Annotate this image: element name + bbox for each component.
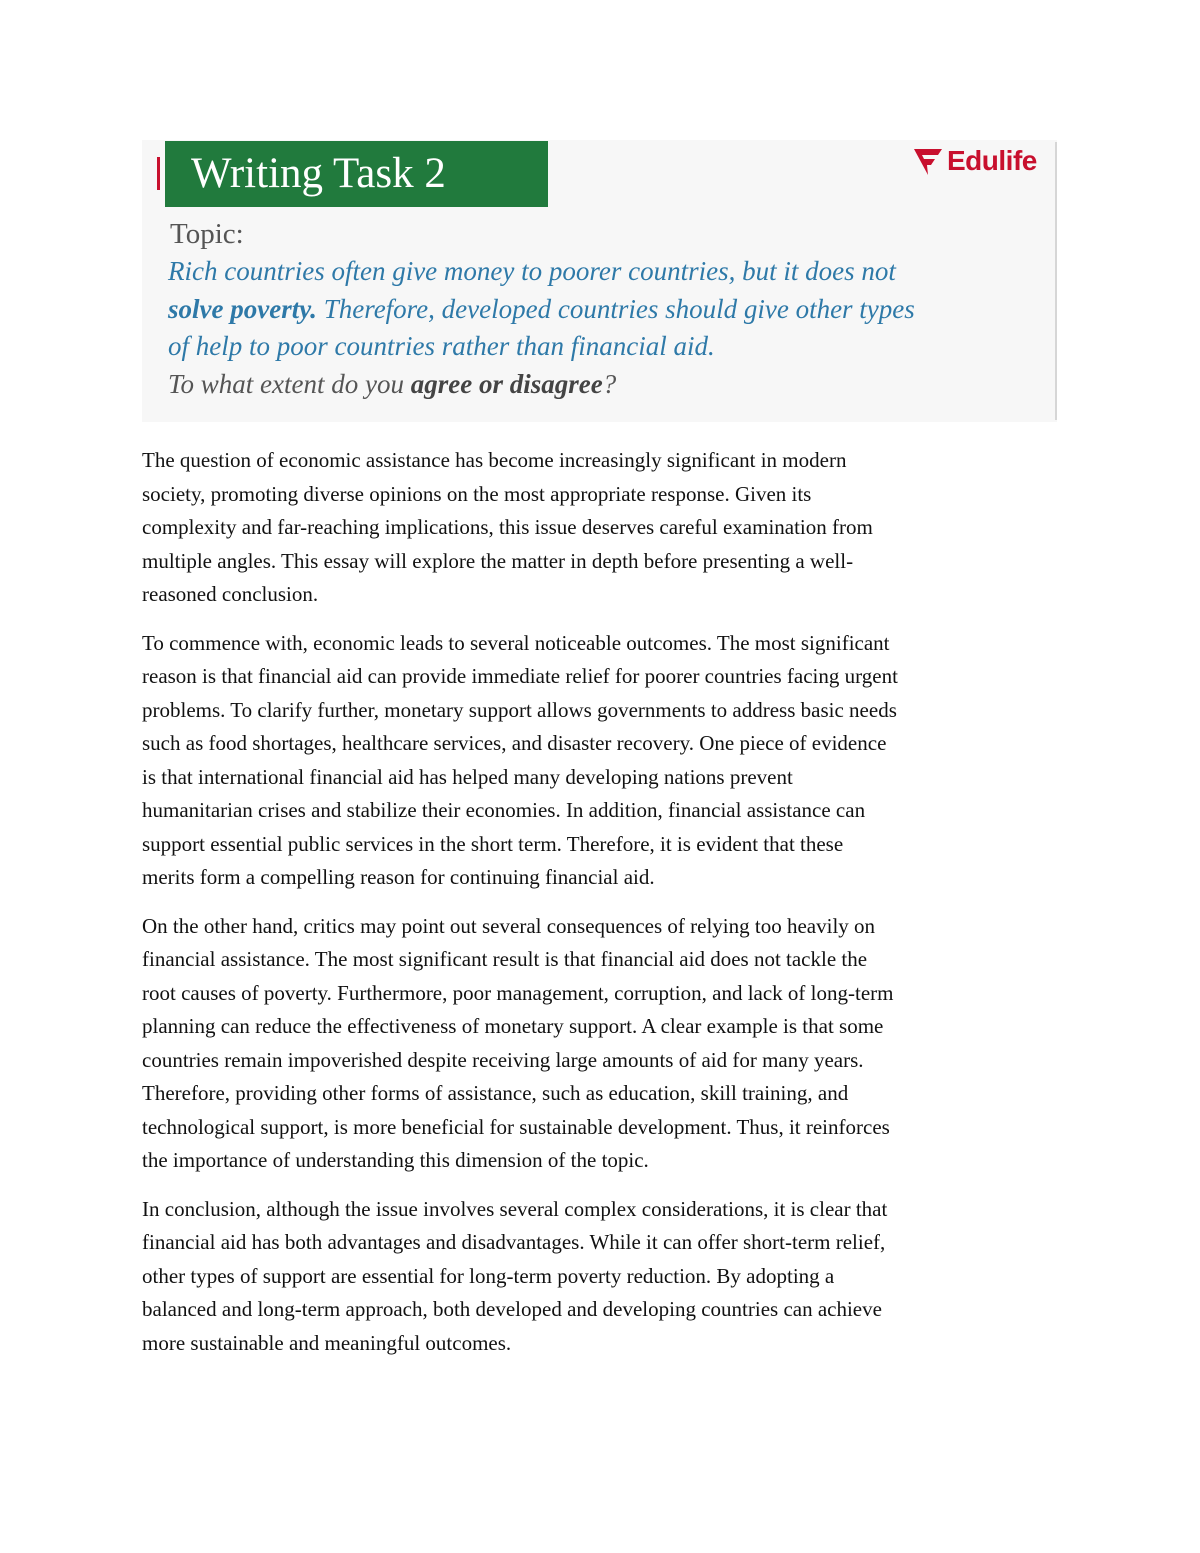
essay-line: balanced and long-term approach, both developed and developing countries can achieve: [142, 1297, 882, 1321]
essay-line: more sustainable and meaningful outcomes.: [142, 1330, 512, 1355]
topic-text: ?: [602, 368, 617, 399]
topic-prompt: [168, 253, 1048, 403]
essay-line: such as food shortages, healthcare services, and disaster recovery. One piece of evidence: [142, 731, 887, 755]
topic-text: Therefore, developed countries should give other types: [316, 293, 915, 324]
essay-line: root causes of poverty. Furthermore, poor management, corruption, and lack of long-term: [142, 980, 894, 1005]
essay-line: complexity and far-reaching implications, this issue deserves careful examination from: [142, 515, 873, 539]
topic-question: [168, 366, 1048, 404]
edulife-logo: [913, 145, 1037, 177]
essay-line: other types of support are essential for long-term poverty reduction. By adopting a: [142, 1263, 835, 1288]
topic-line: Rich countries often give money to poorer countries, but it does not: [168, 256, 896, 286]
essay-line: humanitarian crises and stabilize their economies. In addition, financial assistance can: [142, 798, 866, 822]
essay-line: reasoned conclusion.: [142, 582, 319, 606]
essay-paragraph-4: [142, 1193, 1072, 1361]
logo-text: Edulife: [947, 145, 1037, 176]
essay-line: countries remain impoverished despite receiving large amounts of aid for many years.: [142, 1047, 864, 1072]
essay-line: society, promoting diverse opinions on the most appropriate response. Given its: [142, 481, 812, 506]
topic-label: Topic:: [170, 218, 244, 250]
essay-line: On the other hand, critics may point out several consequences of relying too heavily on: [142, 913, 876, 938]
essay-line: technological support, is more beneficial for sustainable development. Thus, it reinforces: [142, 1114, 890, 1139]
topic-emphasis: agree or disagree: [410, 368, 603, 399]
panel-divider: [1055, 142, 1057, 420]
essay-body: [142, 444, 1072, 1375]
essay-line: Therefore, providing other forms of assistance, such as education, skill training, and: [142, 1081, 849, 1105]
essay-line: is that international financial aid has helped many developing nations prevent: [142, 764, 793, 789]
essay-line: support essential public services in the short term. Therefore, it is evident that these: [142, 831, 844, 856]
topic-text: To what extent do you: [168, 368, 411, 399]
essay-line: reason is that financial aid can provide immediate relief for poorer countries facing urgent: [142, 664, 898, 688]
essay-line: multiple angles. This essay will explore the matter in depth before presenting a well-: [142, 548, 854, 573]
essay-line: merits form a compelling reason for continuing financial aid.: [142, 865, 655, 889]
essay-line: financial aid has both advantages and disadvantages. While it can offer short-term relief,: [142, 1230, 886, 1254]
title-accent-mark: [157, 157, 160, 190]
essay-paragraph-1: [142, 444, 1072, 612]
essay-line: planning can reduce the effectiveness of monetary support. A clear example is that some: [142, 1014, 884, 1038]
page-title: Writing Task 2: [165, 141, 548, 207]
essay-line: The question of economic assistance has become increasingly significant in modern: [142, 448, 847, 472]
essay-line: the importance of understanding this dimension of the topic.: [142, 1148, 649, 1172]
essay-paragraph-2: [142, 627, 1072, 895]
topic-line: of help to poor countries rather than financial aid.: [168, 331, 715, 361]
topic-emphasis: solve poverty.: [168, 293, 317, 324]
essay-paragraph-3: [142, 910, 1072, 1178]
essay-line: To commence with, economic leads to several noticeable outcomes. The most significant: [142, 630, 890, 655]
essay-line: problems. To clarify further, monetary support allows governments to address basic needs: [142, 697, 897, 722]
essay-line: financial assistance. The most significant result is that financial aid does not tackle the: [142, 947, 868, 971]
essay-line: In conclusion, although the issue involves several complex considerations, it is clear that: [142, 1196, 888, 1221]
topic-line: [168, 291, 1048, 329]
edulife-logo-icon: [913, 146, 943, 176]
